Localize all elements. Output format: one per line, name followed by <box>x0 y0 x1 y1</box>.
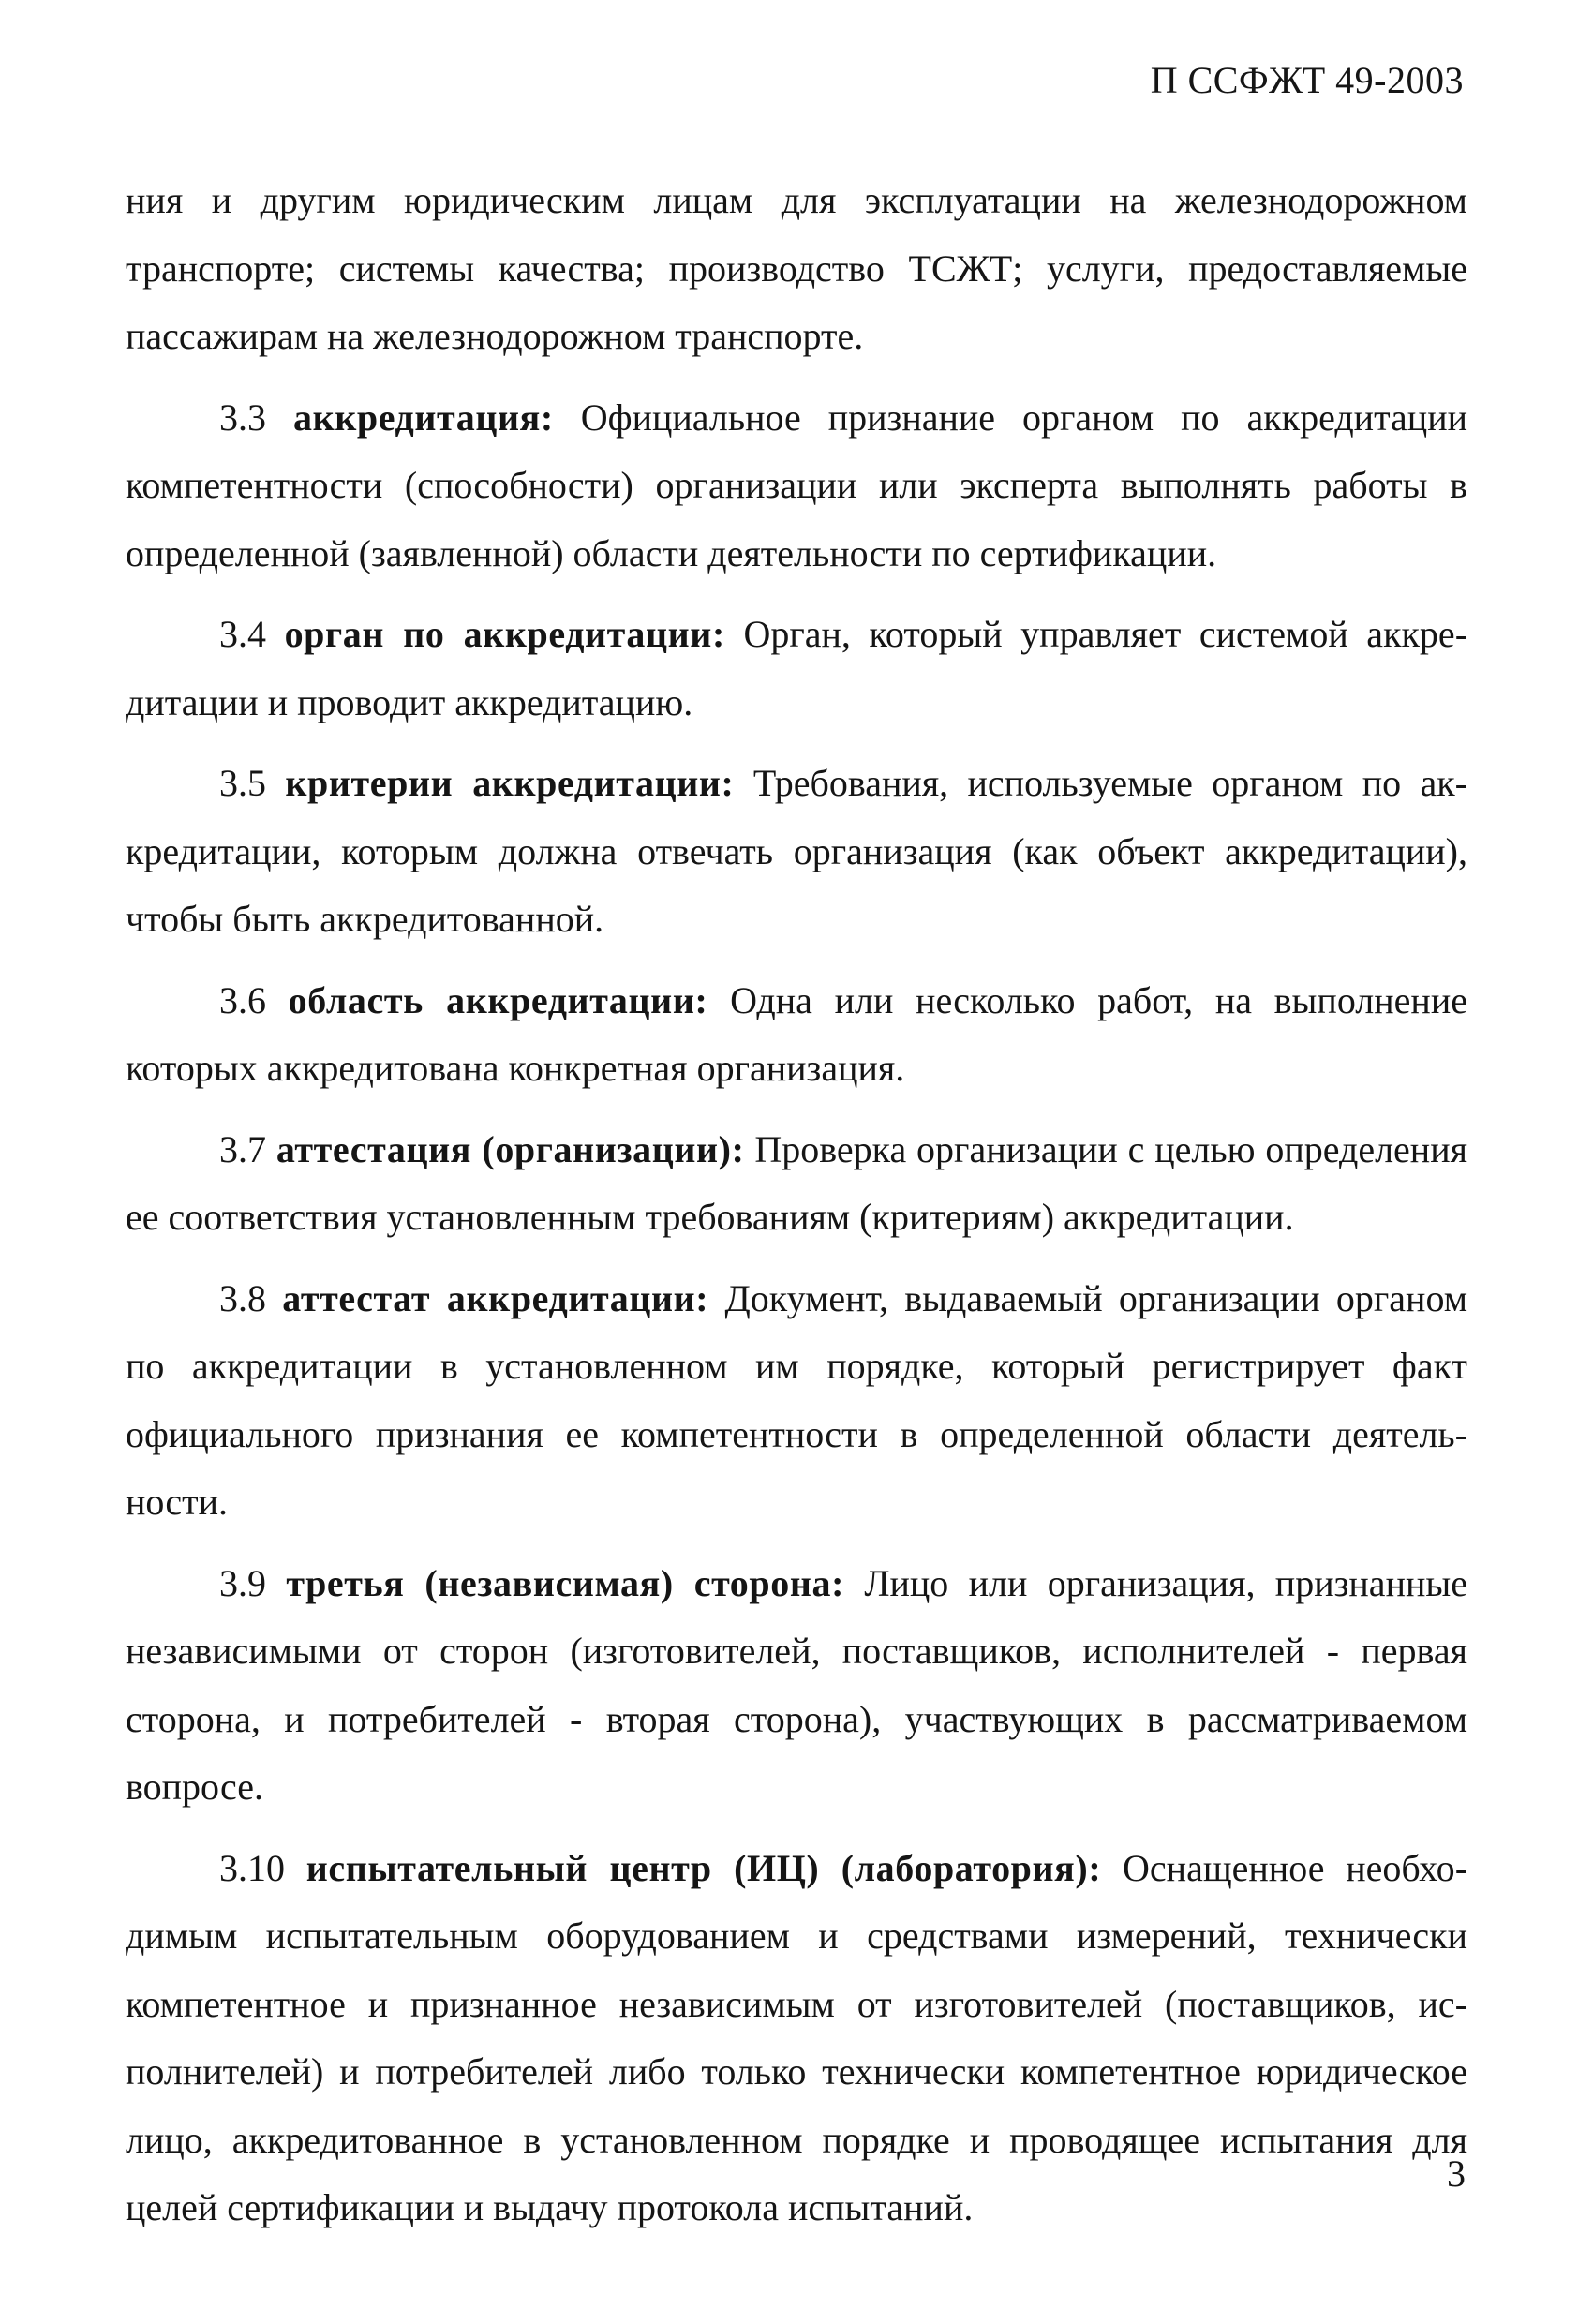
definition-text: Одна или несколько работ, на выполнение которых аккредитована конкретная организация. <box>126 978 1467 1089</box>
definition-3-10 <box>126 1835 1467 2242</box>
definition-term: испытательный центр (ИЦ) (лаборатория): <box>305 1846 1102 1889</box>
definition-3-8 <box>126 1265 1467 1537</box>
definition-3-5 <box>126 750 1467 954</box>
page-number: 3 <box>1447 2153 1466 2195</box>
definition-text: Требования, используемые органом по аккредитации, которым должна отвечать организация (как объект аккредитации), чтобы быть аккредитованной. <box>126 762 1467 940</box>
definition-term: аттестат аккредитации: <box>282 1276 709 1319</box>
definition-3-3 <box>126 384 1467 588</box>
definition-term: аккредитация: <box>292 395 554 439</box>
document-body <box>126 167 1467 2242</box>
definition-number: 3.10 <box>219 1846 285 1889</box>
definition-number: 3.3 <box>219 395 266 439</box>
definition-text: Лицо или организация, признанные независимыми от сторон (изготовителей, поставщиков, исполнителей - первая сторона, и потребителей - вторая сторона), участвующих в рассматриваемом вопросе. <box>126 1561 1468 1808</box>
definition-term: третья (независимая) сторона: <box>286 1561 845 1604</box>
definition-number: 3.6 <box>219 978 266 1021</box>
definition-term: аттестация (организации): <box>275 1127 745 1170</box>
definition-number: 3.8 <box>219 1276 266 1319</box>
definition-3-9 <box>126 1550 1467 1822</box>
document-code: П ССФЖТ 49-2003 <box>1150 59 1464 101</box>
definition-3-4 <box>126 601 1467 737</box>
definition-text: Официальное признание органом по аккредитации компетентности (способности) организации или эксперта выполнять работы в определенной (заявленной) области деятельности по сертификации. <box>126 395 1468 574</box>
intro-paragraph: ния и другим юридическим лицам для эксплуатации на железнодорожном транспорте; системы качества; производство ТСЖТ; услуги, предоставляемые пассажирам на железнодорожном транспорте. <box>126 179 1467 357</box>
definition-term: критерии аккредитации: <box>285 762 735 804</box>
definition-number: 3.5 <box>219 762 266 804</box>
definition-3-6 <box>126 967 1467 1103</box>
definition-term: область аккредитации: <box>288 978 708 1021</box>
definition-number: 3.7 <box>219 1127 266 1170</box>
definition-text: Проверка организации с целью определения ее соответствия установленным требованиям (критериям) аккредитации. <box>126 1127 1467 1238</box>
definition-text: Орган, который управляет системой аккредитации и проводит аккредитацию. <box>126 613 1468 723</box>
definition-text: Документ, выдаваемый организации органом по аккредитации в установленном им порядке, который регистрирует факт официального признания ее компетентности в определенной области деятельности. <box>126 1276 1468 1523</box>
definition-number: 3.9 <box>219 1561 266 1604</box>
definition-term: орган по аккредитации: <box>284 613 725 655</box>
definition-text: Оснащенное необходимым испытательным оборудованием и средствами измерений, технически компетентное и признанное независимым от изготовителей (поставщиков, исполнителей) и потребителей либо только технически компетентное юридическое лицо, аккредитованное в установленном порядке и проводящее испытания для целей сертификации и выдачу протокола испытаний. <box>126 1846 1468 2228</box>
definition-3-7 <box>126 1116 1467 1252</box>
definition-number: 3.4 <box>219 613 266 655</box>
